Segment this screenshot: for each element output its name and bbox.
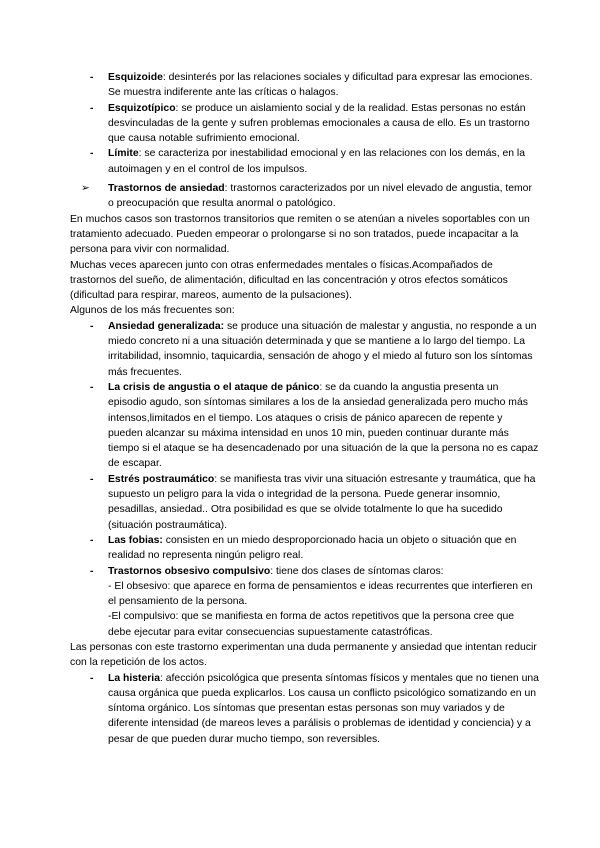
term-label: La histeria bbox=[108, 672, 160, 684]
term-label: Trastornos de ansiedad bbox=[108, 183, 225, 195]
term-label: Límite bbox=[108, 148, 139, 160]
item-text: se da cuando la angustia presenta un episodio agudo, son síntomas similares a los de la ansiedad generalizada pero mucho más intensos,limitados en el tiempo. Los ataques o crisis de pánico aparecen de repente y pueden alcanzar su máxima intensidad en unos 10 min, pueden continuar durante más tiempo si el ataque se ha desencadenado por una situación de la que la persona no es capaz de escapar. bbox=[108, 381, 539, 470]
paragraph: Muchas veces aparecen junto con otras enfermedades mentales o físicas.Acompañados de trastornos del sueño, de alimentación, dificultad en las concentración y otros efectos somáticos (dificultad para respirar, mareos, aumento de la pulsaciones). bbox=[70, 259, 508, 302]
item-text: tiene dos clases de síntomas claros: bbox=[276, 565, 444, 577]
term-separator: : bbox=[224, 183, 231, 195]
item-text: se manifiesta tras vivir una situación estresante y traumática, que ha supuesto un peligro para la vida o integridad de la persona. Puede generar insomnio, pesadillas, ansiedad.. Otra posibilidad es que se olvide totalmente lo que ha sucedido (situación postraumática). bbox=[108, 473, 536, 531]
term-separator: : bbox=[214, 473, 221, 485]
paragraph: En muchos casos son trastornos transitorios que remiten o se atenúan a niveles soportables con un tratamiento adecuado. Pueden empeorar o prolongarse si no son tratados, puede incapacitar a la persona para vivir con normalidad. bbox=[70, 213, 530, 256]
list-item-esquizoide bbox=[70, 70, 540, 101]
term-label: Esquizotípico bbox=[108, 102, 176, 114]
list-item-fobias bbox=[70, 533, 540, 564]
item-text: desinterés por las relaciones sociales y dificultad para expresar las emociones. Se muestra indiferente ante las críticas o halagos. bbox=[108, 72, 533, 99]
term-separator: : bbox=[138, 148, 145, 160]
sub-item-compulsivo: -El compulsivo: que se manifiesta en forma de actos repetitivos que la persona cree que debe ejecutar para evitar consecuencias supuestamente catastróficas. bbox=[108, 611, 515, 638]
list-item-limite bbox=[70, 146, 540, 177]
item-text: trastornos caracterizados por un nivel elevado de angustia, temor o preocupación que resulta anormal o patológico. bbox=[108, 183, 532, 210]
bullet-marker: - bbox=[90, 565, 94, 577]
paragraph: Algunos de los más frecuentes son: bbox=[70, 305, 235, 317]
list-item-crisis-angustia bbox=[70, 380, 540, 472]
bullet-marker: - bbox=[90, 320, 94, 332]
arrow-bullet-icon: ➢ bbox=[81, 183, 90, 195]
term-separator: : bbox=[159, 672, 166, 684]
term-label: Esquizoide bbox=[108, 72, 163, 83]
document-content bbox=[70, 70, 540, 747]
term-label: Estrés postraumático bbox=[108, 473, 215, 485]
list-item-estres-postraumatico bbox=[70, 472, 540, 533]
sub-item-obsesivo: - El obsesivo: que aparece en forma de pensamientos e ideas recurrentes que interfieren en el pensamiento de la persona. bbox=[108, 580, 533, 608]
term-separator: : bbox=[175, 102, 182, 114]
item-text: se produce una situación de malestar y angustia, no responde a un miedo concreto ni a una situación determinada y que se mantiene a lo largo del tiempo. La irritabilidad, insomnio, taquicardia, sensación de ahogo y el miedo al futuro son los síntomas más frecuentes. bbox=[108, 320, 537, 378]
list-item-toc bbox=[70, 564, 540, 640]
item-text: consisten en un miedo desproporcionado hacia un objeto o situación que en realidad no representa ningún peligro real. bbox=[108, 534, 517, 562]
paragraph: Las personas con este trastorno experimentan una duda permanente y ansiedad que intentan reducir con la repetición de los actos. bbox=[70, 641, 537, 669]
bullet-marker: - bbox=[90, 534, 94, 546]
term-separator: : bbox=[319, 381, 326, 393]
item-text: afección psicológica que presenta síntomas físicos y mentales que no tienen una causa orgánica que pueda explicarlos. Los causa un conflicto psicológico somatizando en un síntoma orgánico. Los síntomas que presentan estas personas son muy variados y de diferente intensidad (de mareos leves a parálisis o problemas de identidad y conciencia) y a pesar de que pueden durar mucho tiempo, son reversibles. bbox=[108, 672, 539, 745]
item-text: se caracteriza por inestabilidad emocional y en las relaciones con los demás, en la autoimagen y en el control de los impulsos. bbox=[108, 148, 526, 175]
bullet-marker: - bbox=[90, 72, 94, 83]
list-item-esquizotipico bbox=[70, 101, 540, 147]
bullet-marker: - bbox=[90, 102, 94, 114]
term-label: Ansiedad generalizada: bbox=[108, 320, 225, 332]
list-item-trastornos-ansiedad bbox=[70, 181, 540, 212]
bullet-marker: - bbox=[90, 473, 94, 485]
bullet-marker: - bbox=[90, 148, 94, 160]
list-item-ansiedad-generalizada bbox=[70, 319, 540, 380]
term-label: Las fobias: bbox=[108, 534, 163, 546]
term-separator: : bbox=[270, 565, 277, 577]
term-label: Trastornos obsesivo compulsivo bbox=[108, 565, 271, 577]
term-separator: : bbox=[162, 72, 169, 83]
list-item-histeria bbox=[70, 671, 540, 747]
term-label: La crisis de angustia o el ataque de pánico bbox=[108, 381, 320, 393]
bullet-marker: - bbox=[90, 672, 94, 684]
bullet-marker: - bbox=[90, 381, 94, 393]
item-text: se produce un aislamiento social y de la realidad. Estas personas no están desvinculadas de la gente y sufren problemas emocionales a causa de ello. Es un trastorno que causa notable sufrimiento emocional. bbox=[108, 102, 530, 145]
